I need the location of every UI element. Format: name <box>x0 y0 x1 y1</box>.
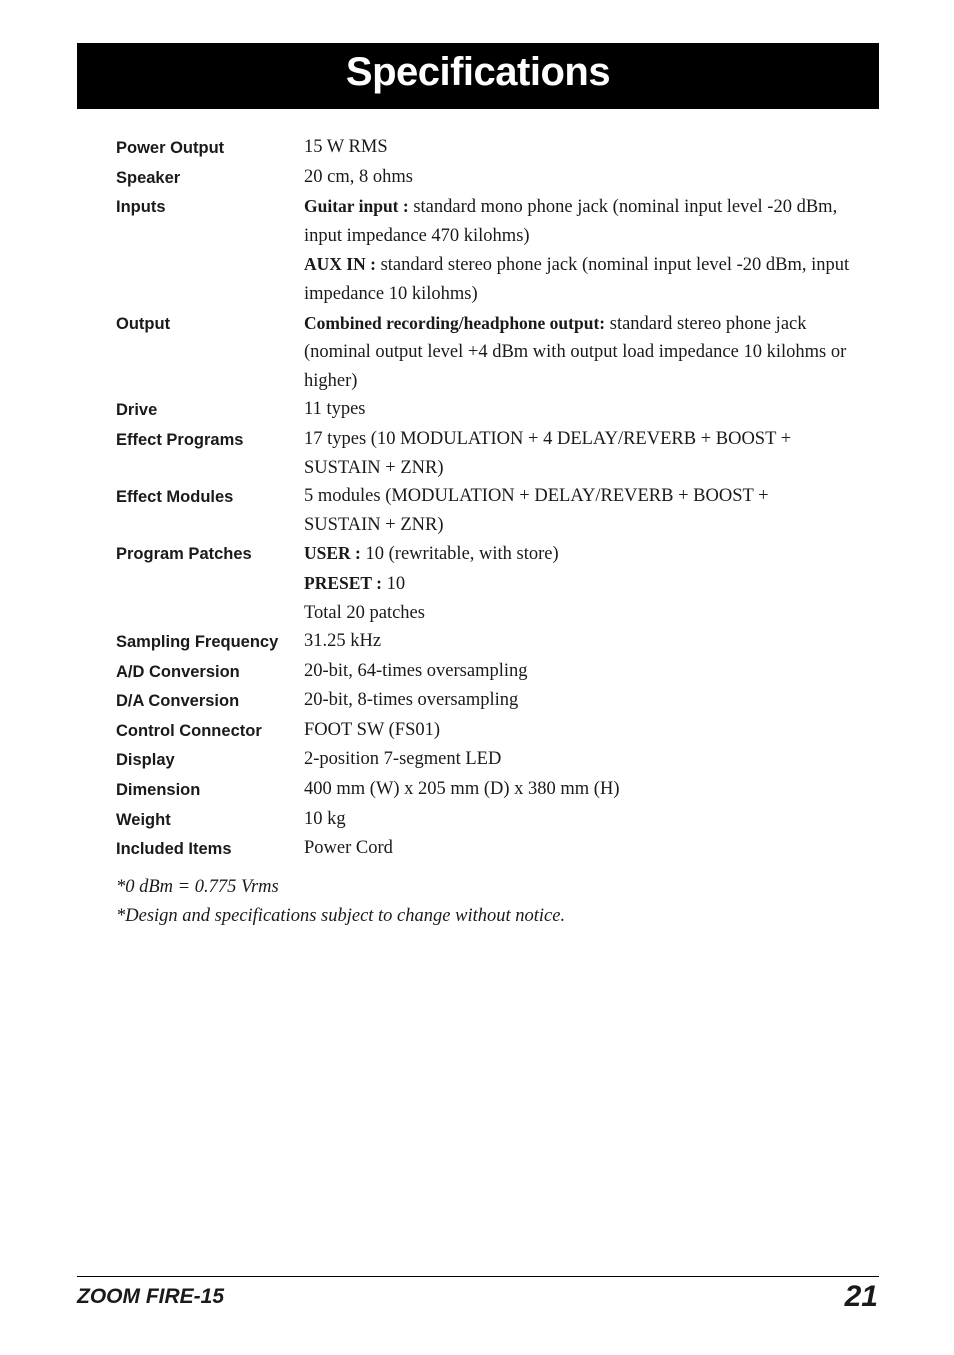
spec-value-text: 20-bit, 8-times oversampling <box>304 690 519 711</box>
spec-value-text: 2-position 7-segment LED <box>304 749 502 770</box>
spec-value <box>304 805 876 834</box>
spec-value-text: SUSTAIN + ZNR) <box>304 514 444 535</box>
spec-value-line <box>304 280 876 309</box>
spec-value-line <box>304 511 876 540</box>
spec-row <box>116 425 876 482</box>
spec-value-line <box>304 599 876 628</box>
spec-label: Output <box>116 314 171 333</box>
spec-row <box>116 163 876 193</box>
spec-value <box>304 395 876 424</box>
spec-value-line <box>304 454 876 483</box>
spec-value-line <box>304 163 876 192</box>
spec-value <box>304 309 876 396</box>
spec-value-line <box>304 627 876 656</box>
spec-value-line <box>304 569 876 599</box>
footer-model-name: ZOOM FIRE-15 <box>77 1285 225 1308</box>
spec-value-key: PRESET : <box>304 572 382 593</box>
spec-label: Inputs <box>116 198 166 217</box>
spec-value-text: SUSTAIN + ZNR) <box>304 457 444 478</box>
spec-value-line <box>304 338 876 367</box>
spec-value <box>304 192 876 308</box>
spec-row <box>116 309 876 396</box>
spec-value-key: Guitar input : <box>304 196 409 217</box>
spec-value-line <box>304 657 876 686</box>
page-title: Specifications <box>345 50 611 94</box>
spec-value <box>304 163 876 192</box>
page-number: 21 <box>844 1280 878 1313</box>
spec-value-text: 11 types <box>304 399 366 420</box>
spec-value-text: 10 (rewritable, with store) <box>360 544 559 565</box>
spec-value-line <box>304 686 876 715</box>
spec-value-text: 20 cm, 8 ohms <box>304 166 413 187</box>
spec-value-text: input impedance 470 kilohms) <box>304 225 530 246</box>
spec-row <box>116 627 876 657</box>
spec-value-text: standard stereo phone jack (nominal input level -20 dBm, input <box>375 255 850 276</box>
spec-value-line <box>304 425 876 454</box>
spec-value-line <box>304 309 876 339</box>
spec-value-line <box>304 834 876 863</box>
spec-row <box>116 657 876 687</box>
spec-value-line <box>304 192 876 222</box>
footnote-dbm: *0 dBm = 0.775 Vrms <box>116 877 279 897</box>
spec-value-line <box>304 395 876 424</box>
spec-value <box>304 482 876 539</box>
spec-value <box>304 745 876 774</box>
spec-row <box>116 395 876 425</box>
spec-value-text: 17 types (10 MODULATION + 4 DELAY/REVERB + BOOST + <box>304 428 792 449</box>
spec-value-text: 15 W RMS <box>304 137 388 157</box>
spec-value-text: impedance 10 kilohms) <box>304 283 478 304</box>
spec-value-line <box>304 133 876 162</box>
spec-value <box>304 539 876 627</box>
spec-row <box>116 834 876 864</box>
spec-value <box>304 686 876 715</box>
spec-value-line <box>304 775 876 804</box>
spec-value-text: standard mono phone jack (nominal input level -20 dBm, <box>408 197 838 218</box>
spec-value-text: 10 <box>381 573 406 594</box>
spec-label: Speaker <box>116 168 181 187</box>
spec-value-line <box>304 250 876 280</box>
spec-value <box>304 775 876 804</box>
spec-value-line <box>304 716 876 745</box>
spec-row <box>116 482 876 539</box>
spec-row <box>116 775 876 805</box>
spec-row <box>116 539 876 627</box>
footnote-disclaimer: *Design and specifications subject to change without notice. <box>116 905 566 926</box>
spec-value-text: 10 kg <box>304 808 346 829</box>
spec-value <box>304 657 876 686</box>
spec-row <box>116 745 876 775</box>
spec-value-line <box>304 539 876 569</box>
spec-value-line <box>304 367 876 396</box>
spec-value-line <box>304 482 876 511</box>
specifications-table <box>116 133 876 864</box>
footer-divider <box>77 1276 879 1277</box>
spec-row <box>116 716 876 746</box>
footnotes <box>116 873 565 930</box>
spec-value-line <box>304 745 876 774</box>
spec-label: A/D Conversion <box>116 662 240 681</box>
spec-label: Sampling Frequency <box>116 633 279 652</box>
spec-value <box>304 425 876 482</box>
spec-value-line <box>304 805 876 834</box>
spec-value-text: Power Cord <box>304 838 393 859</box>
spec-value-text: 5 modules (MODULATION + DELAY/REVERB + BOOST + <box>304 486 769 507</box>
spec-label: Program Patches <box>116 545 252 564</box>
spec-row <box>116 192 876 308</box>
spec-value-text: higher) <box>304 370 358 391</box>
spec-value-text: standard stereo phone jack <box>605 313 807 334</box>
spec-value <box>304 834 876 863</box>
spec-value-text: 20-bit, 64-times oversampling <box>304 660 528 681</box>
spec-value-text: (nominal output level +4 dBm with output load impedance 10 kilohms or <box>304 342 847 363</box>
spec-label: Power Output <box>116 139 225 157</box>
spec-label: Dimension <box>116 781 201 800</box>
spec-value <box>304 133 876 162</box>
spec-row <box>116 805 876 835</box>
spec-label: Display <box>116 751 175 770</box>
spec-label: Control Connector <box>116 721 262 740</box>
spec-value <box>304 627 876 656</box>
title-banner <box>77 43 879 109</box>
spec-value-key: USER : <box>304 543 361 564</box>
spec-value-text: 400 mm (W) x 205 mm (D) x 380 mm (H) <box>304 779 620 800</box>
spec-label: Weight <box>116 810 171 829</box>
spec-row <box>116 133 876 163</box>
spec-label: Effect Programs <box>116 430 244 449</box>
spec-label: D/A Conversion <box>116 692 240 711</box>
spec-value-text: Total 20 patches <box>304 602 425 623</box>
spec-label: Drive <box>116 401 158 420</box>
spec-value-key: AUX IN : <box>304 254 376 275</box>
spec-value-key: Combined recording/headphone output: <box>304 312 606 333</box>
spec-label: Included Items <box>116 840 232 859</box>
spec-value-text: FOOT SW (FS01) <box>304 719 441 740</box>
spec-row <box>116 686 876 716</box>
spec-value <box>304 716 876 745</box>
spec-value-text: 31.25 kHz <box>304 631 382 652</box>
spec-value-line <box>304 222 876 251</box>
spec-label: Effect Modules <box>116 488 234 507</box>
